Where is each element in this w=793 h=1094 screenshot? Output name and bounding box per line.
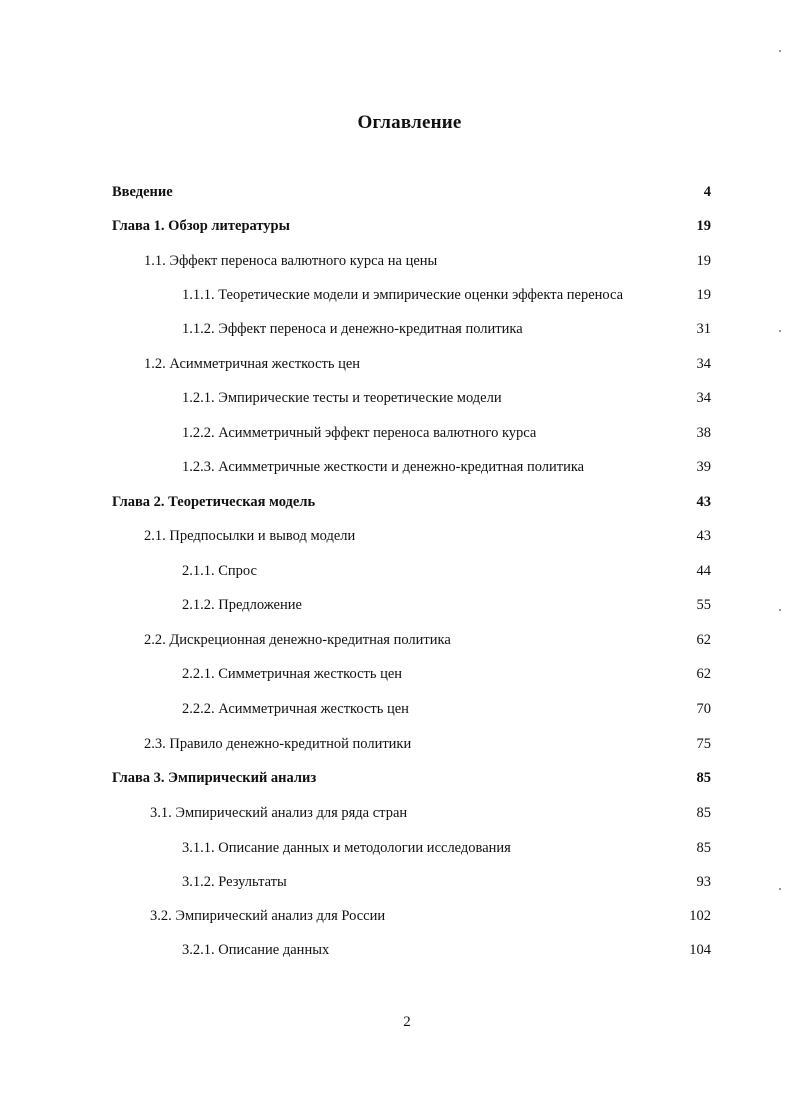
toc-entry-label: 2.3. Правило денежно-кредитной политики — [144, 736, 412, 752]
toc-entry-page: 4 — [703, 184, 711, 200]
toc-entry-subsection-3-2-1[interactable] — [0, 940, 793, 960]
toc-entry-page: 34 — [696, 356, 711, 372]
page-number: 2 — [403, 1014, 411, 1030]
toc-entry-page: 43 — [696, 528, 711, 544]
toc-entry-label: 2.2.1. Симметричная жесткость цен — [182, 666, 403, 682]
toc-entry-subsection-1-2-3[interactable] — [0, 457, 793, 477]
toc-entry-subsection-2-1-2[interactable] — [0, 595, 793, 615]
page-title: Оглавление — [357, 112, 462, 133]
toc-entry-subsection-2-2-1[interactable] — [0, 664, 793, 684]
toc-entry-section-2-3[interactable] — [0, 734, 793, 754]
toc-entry-chapter-2[interactable] — [0, 492, 793, 512]
toc-entry-page: 44 — [696, 563, 711, 579]
toc-entry-label: 3.2. Эмпирический анализ для России — [150, 908, 386, 924]
toc-entry-subsection-1-2-1[interactable] — [0, 388, 793, 408]
toc-entry-subsection-1-2-2[interactable] — [0, 423, 793, 443]
toc-entry-subsection-2-2-2[interactable] — [0, 699, 793, 719]
toc-entry-page: 31 — [696, 321, 711, 337]
toc-entry-label: 2.1.1. Спрос — [182, 563, 257, 579]
toc-entry-label: 2.2. Дискреционная денежно-кредитная политика — [144, 632, 451, 648]
toc-entry-label: Введение — [112, 184, 173, 200]
toc-entry-page: 43 — [696, 494, 711, 510]
toc-entry-label: 2.1. Предпосылки и вывод модели — [144, 528, 356, 544]
toc-entry-label: 2.2.2. Асимметричная жесткость цен — [182, 701, 409, 717]
toc-entry-subsection-3-1-2[interactable] — [0, 872, 793, 892]
toc-entry-page: 55 — [696, 597, 711, 613]
toc-entry-label: Глава 3. Эмпирический анализ — [112, 770, 317, 786]
toc-entry-label: 3.1.2. Результаты — [182, 874, 287, 890]
toc-entry-page: 93 — [696, 874, 711, 890]
toc-entry-label: 1.2.2. Асимметричный эффект переноса валютного курса — [182, 425, 537, 441]
toc-entry-label: 2.1.2. Предложение — [182, 597, 302, 613]
scan-speck — [779, 50, 781, 52]
toc-entry-label: 1.2.1. Эмпирические тесты и теоретические модели — [182, 390, 502, 406]
toc-entry-page: 19 — [696, 253, 711, 269]
toc-entry-section-1-1[interactable] — [0, 251, 793, 271]
toc-entry-label: 1.1.2. Эффект переноса и денежно-кредитная политика — [182, 321, 523, 337]
toc-entry-page: 62 — [696, 632, 711, 648]
toc-entry-subsection-2-1-1[interactable] — [0, 561, 793, 581]
toc-entry-section-2-2[interactable] — [0, 630, 793, 650]
toc-entry-page: 19 — [696, 218, 711, 234]
toc-entry-page: 102 — [689, 908, 711, 924]
toc-entry-label: 1.2.3. Асимметричные жесткости и денежно-кредитная политика — [182, 459, 585, 475]
scan-speck — [779, 888, 781, 890]
toc-entry-page: 104 — [689, 942, 711, 958]
toc-entry-label: 3.2.1. Описание данных — [182, 942, 330, 958]
toc-entry-subsection-1-1-1[interactable] — [0, 285, 793, 305]
toc-entry-label: Глава 1. Обзор литературы — [112, 218, 290, 234]
toc-entry-label: Глава 2. Теоретическая модель — [112, 494, 316, 510]
toc-entry-page: 38 — [696, 425, 711, 441]
toc-entry-section-1-2[interactable] — [0, 354, 793, 374]
toc-entry-page: 75 — [696, 736, 711, 752]
toc-entry-label: 3.1. Эмпирический анализ для ряда стран — [150, 805, 408, 821]
scan-speck — [779, 609, 781, 611]
toc-entry-label: 3.1.1. Описание данных и методологии исследования — [182, 840, 511, 856]
toc-entry-page: 85 — [696, 805, 711, 821]
toc-entry-page: 85 — [696, 840, 711, 856]
toc-entry-section-2-1[interactable] — [0, 526, 793, 546]
toc-entry-subsection-1-1-2[interactable] — [0, 319, 793, 339]
toc-entry-page: 62 — [696, 666, 711, 682]
toc-entry-page: 39 — [696, 459, 711, 475]
toc-entry-subsection-3-1-1[interactable] — [0, 838, 793, 858]
toc-entry-introduction[interactable] — [0, 182, 793, 202]
toc-entry-label: 1.2. Асимметричная жесткость цен — [144, 356, 361, 372]
toc-entry-section-3-1[interactable] — [0, 803, 793, 823]
toc-entry-page: 34 — [696, 390, 711, 406]
toc-entry-chapter-3[interactable] — [0, 768, 793, 788]
toc-entry-section-3-2[interactable] — [0, 906, 793, 926]
scan-speck — [779, 330, 781, 332]
toc-entry-chapter-1[interactable] — [0, 216, 793, 236]
toc-entry-page: 70 — [696, 701, 711, 717]
toc-entry-label: 1.1. Эффект переноса валютного курса на цены — [144, 253, 438, 269]
toc-entry-label: 1.1.1. Теоретические модели и эмпирические оценки эффекта переноса — [182, 287, 624, 303]
toc-entry-page: 19 — [696, 287, 711, 303]
toc-entry-page: 85 — [696, 770, 711, 786]
